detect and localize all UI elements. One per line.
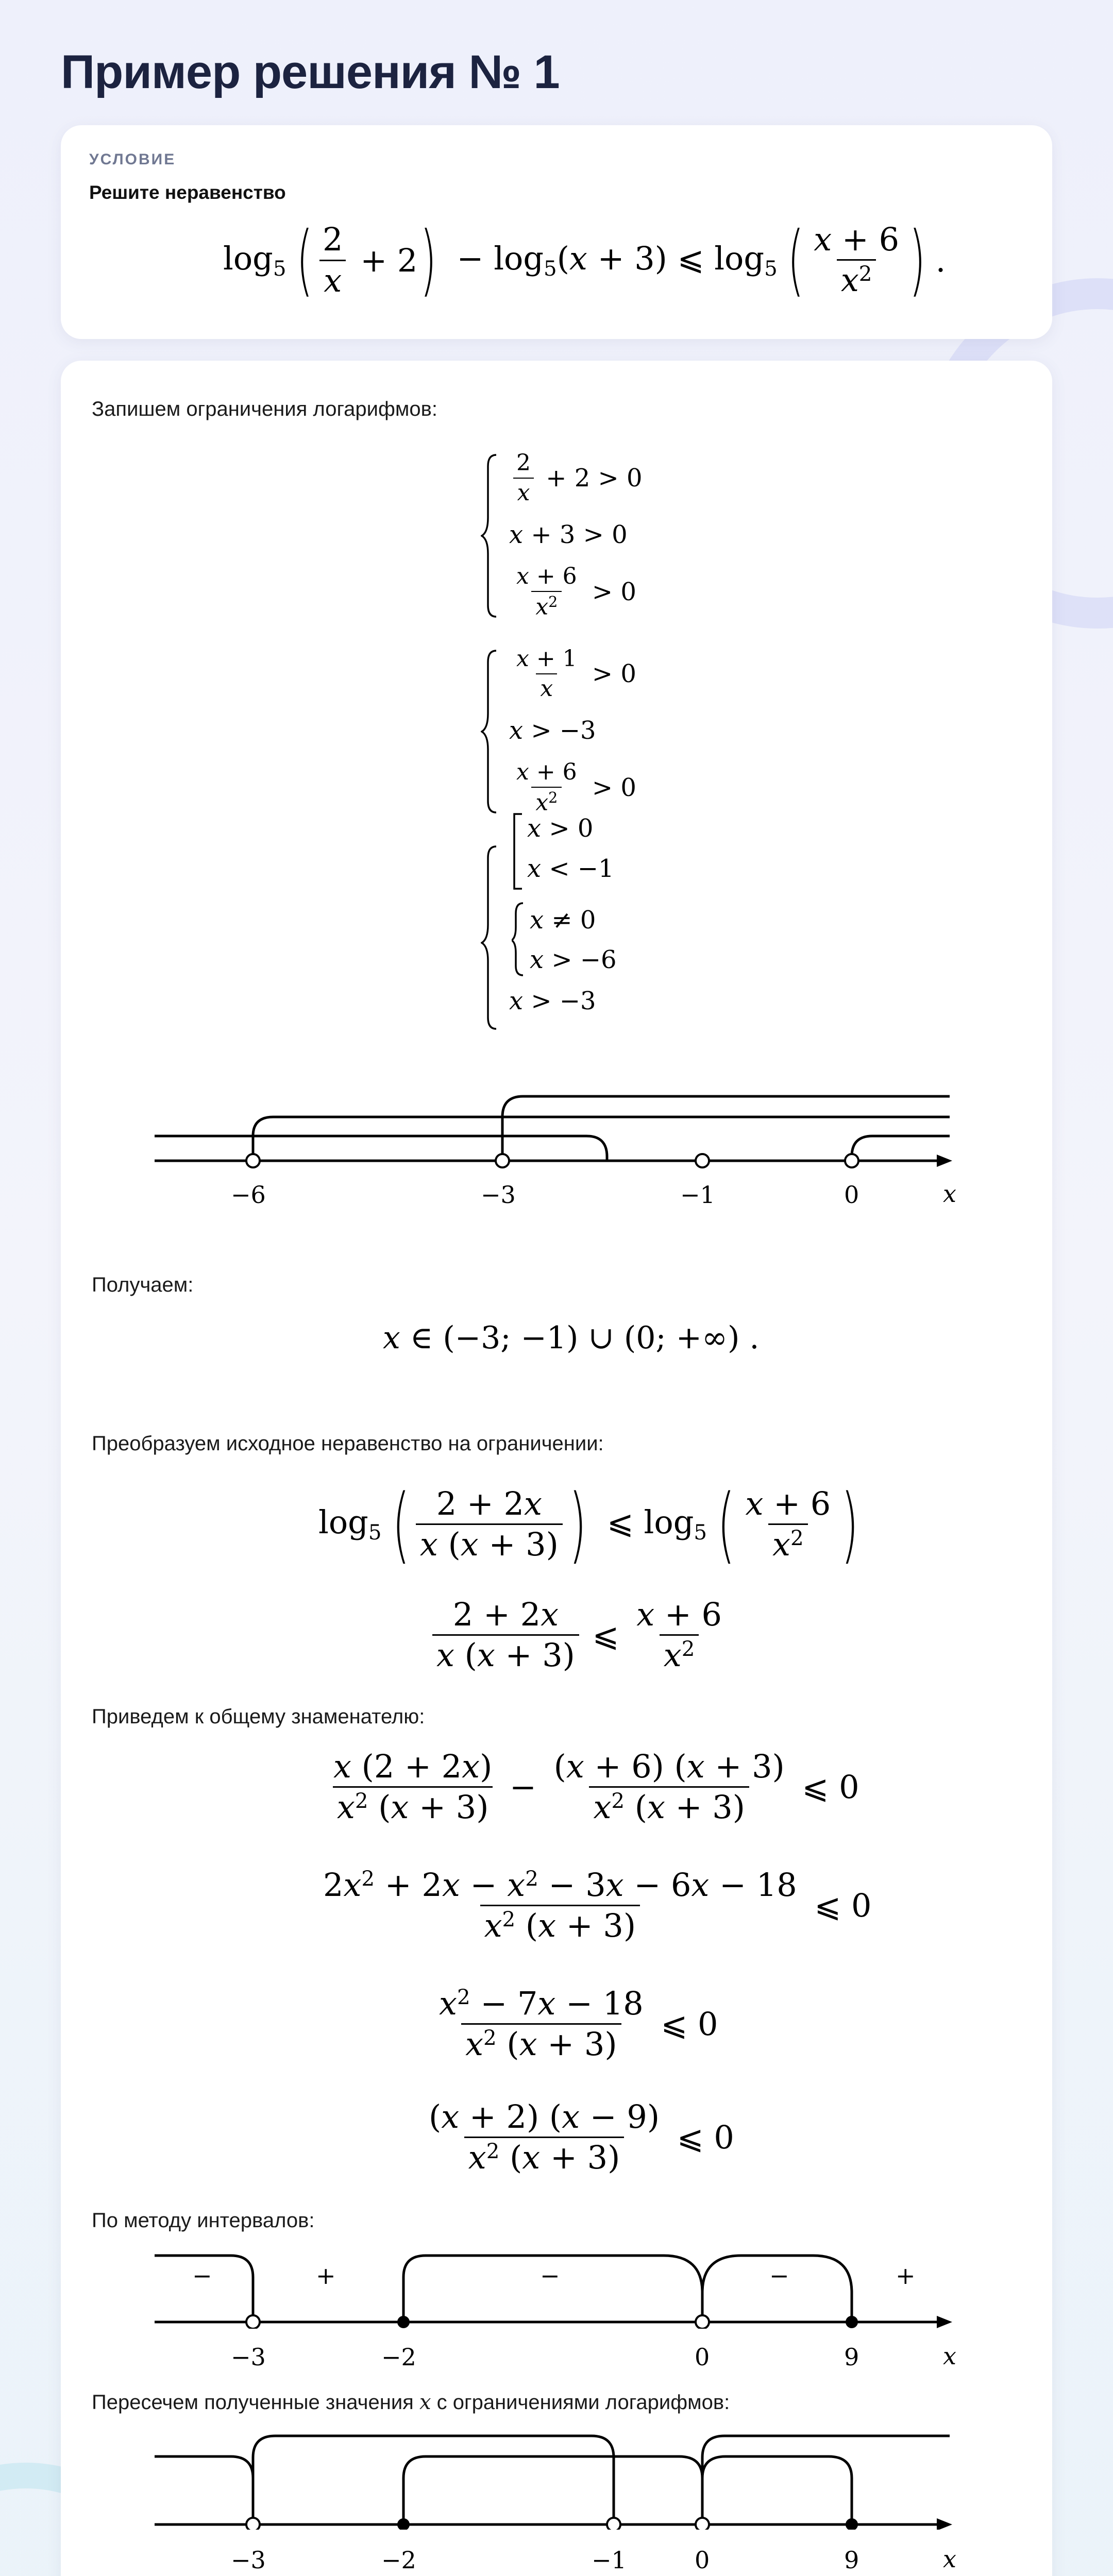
nl2-sign: + [316,2262,336,2290]
nl3-label: −1 [592,2546,627,2574]
transformed-inequality: $\log_5$ ( $\frac{2 + 2x}{x (x + 3)}$ ) ⩽ $\log_5$ ( $\frac{x + 6}{x^2}$ ) [318,1476,859,1572]
nl2-label: −2 [381,2343,416,2371]
nl2-sign: − [540,2262,560,2290]
nl2-sign: + [896,2262,916,2290]
nl3-label: −2 [381,2546,416,2574]
system3-line5: x > −3 [509,987,596,1015]
condition-label: УСЛОВИЕ [89,151,176,168]
nl1-label: −3 [481,1181,516,1209]
nl1-label: −1 [680,1181,715,1209]
system3-line1: x > 0 [527,814,594,843]
nl2-sign: − [769,2262,789,2290]
system3-line4: x > −6 [530,945,617,974]
nl2-sign: − [192,2262,212,2290]
system2-line1: $\frac{x + 1}{x}$ > 0 [516,646,636,702]
page-title: Пример решения № 1 [61,46,560,98]
intervals-method-text: По методу интервалов: [92,2209,315,2232]
system3-line3: x ≠ 0 [530,906,596,935]
nl2-label: 9 [844,2343,859,2371]
task-text: Решите неравенство [89,182,286,203]
system2-line2: x > −3 [509,716,596,745]
system3-line2: x < −1 [527,854,614,883]
common-denominator-text: Приведем к общему знаменателю: [92,1705,425,1728]
system1-line3: $\frac{x + 6}{x^2}$ > 0 [516,563,636,620]
nl3-label: 0 [695,2546,710,2574]
condition-card [61,125,1052,339]
common-denominator-step3: $\frac{x^2 - 7x - 18}{x^2 (x + 3)}$ ⩽ 0 [439,1985,718,2063]
system1-line1: $\frac{2}{x}$ + 2 > 0 [509,451,643,506]
factored-inequality: $\frac{(x + 2) (x - 9)}{x^2 (x + 3)}$ ⩽ 0 [429,2098,734,2177]
system2-line3: $\frac{x + 6}{x^2}$ > 0 [516,759,636,816]
get-text: Получаем: [92,1274,194,1296]
main-inequality: $\log_5$ ( $\frac{2}{x}$ + 2 ) − $\log_5(x + 3)$ ⩽ $\log_5$ ( $\frac{x + 6}{x^2}$ ) . [223,215,946,305]
number-line-3 [61,2421,1052,2530]
nl2-var: x [943,2342,956,2370]
common-denominator-step2: $\frac{2x^2 + 2x - x^2 - 3x - 6x - 18}{x^2 (x + 3)}$ ⩽ 0 [323,1866,872,1945]
nl1-label: −6 [231,1181,266,1209]
nl3-label: 9 [844,2546,859,2574]
nl1-label: 0 [844,1181,859,1209]
nl2-label: −3 [231,2343,266,2371]
restrictions-intro: Запишем ограничения логарифмов: [92,398,438,420]
system1-line2: x + 3 > 0 [509,520,628,549]
intersect-text: Пересечем полученные значения x с ограничениями логарифмов: [92,2391,730,2414]
nl2-label: 0 [695,2343,710,2371]
nl3-label: −3 [231,2546,266,2574]
solution-card [61,361,1052,2576]
fraction-inequality: $\frac{2 + 2x}{x (x + 3)}$ ⩽ $\frac{x + 6}{x^2}$ [429,1597,729,1673]
number-line-1 [61,1072,1052,1175]
nl1-var: x [943,1180,956,1208]
transform-text: Преобразуем исходное неравенство на ограничении: [92,1432,604,1455]
nl3-var: x [943,2545,956,2573]
restriction-result: x ∈ (−3; −1) ∪ (0; +∞) . [383,1320,760,1356]
system-braces [481,451,501,1033]
common-denominator-step1: $\frac{x (2 + 2x)}{x^2 (x + 3)}$ − $\frac{(x + 6) (x + 3)}{x^2 (x + 3)}$ ⩽ 0 [333,1748,859,1826]
